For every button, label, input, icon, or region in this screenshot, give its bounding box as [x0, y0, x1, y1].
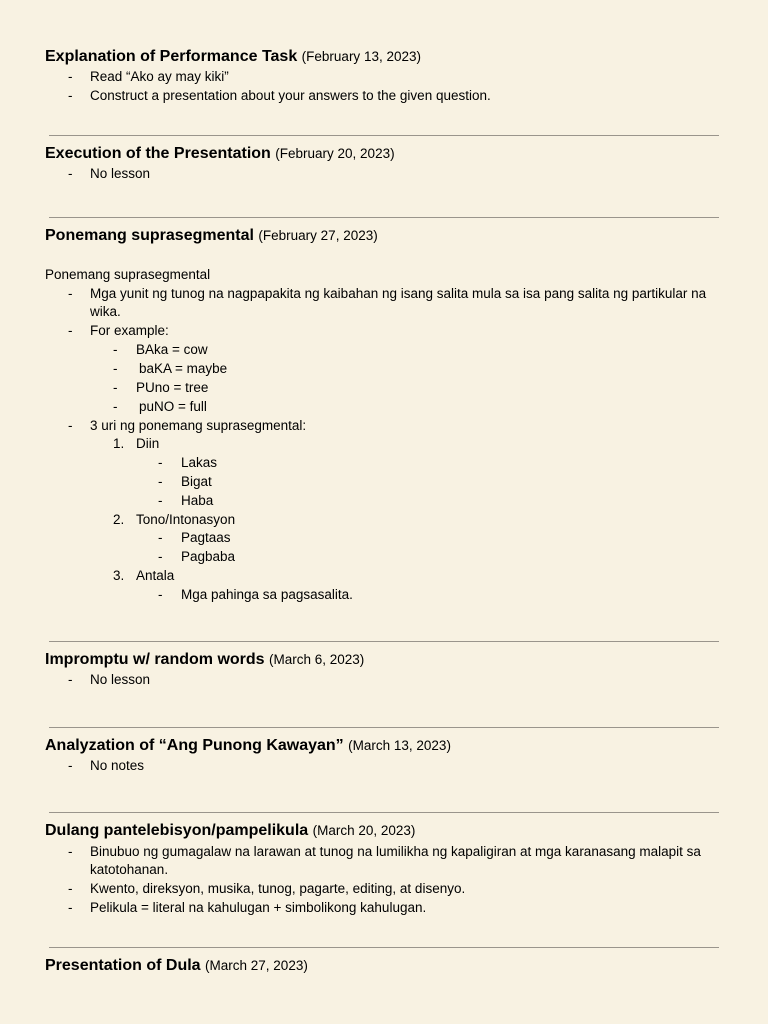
type-number: 1.	[113, 436, 125, 451]
sub-item: Haba	[181, 493, 214, 508]
heading: Dulang pantelebisyon/pampelikula	[45, 822, 309, 839]
section-title	[45, 48, 421, 66]
bullet-dash: -	[68, 166, 73, 181]
list-item: Mga yunit ng tunog na nagpapakita ng kaibahan ng isang salita mula sa isa pang salita ng partikular na	[90, 286, 707, 301]
example-item: PUno = tree	[136, 380, 209, 395]
divider	[49, 641, 719, 642]
example-item: baKA = maybe	[139, 361, 228, 376]
bullet-dash: -	[68, 286, 73, 301]
sub-item: Mga pahinga sa pagsasalita.	[181, 587, 353, 602]
type-name: Tono/Intonasyon	[136, 512, 236, 527]
date: (March 27, 2023)	[205, 958, 308, 973]
date: (March 20, 2023)	[312, 823, 416, 838]
type-number: 2.	[113, 512, 125, 527]
section-title	[45, 227, 378, 245]
bullet-dash: -	[68, 88, 73, 103]
bullet-dash: -	[113, 399, 118, 414]
heading: Impromptu w/ random words	[45, 651, 265, 668]
bullet-dash: -	[113, 380, 118, 395]
date: (February 13, 2023)	[301, 49, 421, 64]
divider	[49, 812, 719, 813]
date: (February 27, 2023)	[258, 228, 378, 243]
list-item: Pelikula = literal na kahulugan + simbolikong kahulugan.	[90, 900, 427, 915]
heading: Execution of the Presentation	[45, 145, 271, 162]
date: (March 6, 2023)	[269, 652, 365, 667]
list-item: No notes	[90, 758, 145, 773]
list-item: Kwento, direksyon, musika, tunog, pagarte, editing, at disenyo.	[90, 881, 466, 896]
type-number: 3.	[113, 568, 125, 583]
sub-item: Lakas	[181, 455, 218, 470]
bullet-dash: -	[68, 844, 73, 859]
bullet-dash: -	[68, 69, 73, 84]
sub-item: Pagbaba	[181, 549, 236, 564]
bullet-dash: -	[158, 587, 163, 602]
section-title	[45, 822, 415, 840]
list-item: 3 uri ng ponemang suprasegmental:	[90, 418, 307, 433]
section-title	[45, 651, 364, 669]
bullet-dash: -	[68, 881, 73, 896]
section-title	[45, 957, 308, 975]
list-item: Binubuo ng gumagalaw na larawan at tunog na lumilikha ng kapaligiran at mga karanasang malapit sa	[90, 844, 701, 859]
heading: Analyzation of “Ang Punong Kawayan”	[45, 737, 344, 754]
date: (March 13, 2023)	[348, 738, 451, 753]
section-title	[45, 145, 395, 163]
divider	[49, 727, 719, 728]
bullet-dash: -	[68, 323, 73, 338]
sub-item: Bigat	[181, 474, 212, 489]
bullet-dash: -	[158, 549, 163, 564]
bullet-dash: -	[158, 493, 163, 508]
list-item-continuation: wika.	[90, 304, 121, 319]
bullet-dash: -	[158, 455, 163, 470]
bullet-dash: -	[113, 342, 118, 357]
divider	[49, 947, 719, 948]
list-item: Construct a presentation about your answers to the given question.	[90, 88, 491, 103]
bullet-dash: -	[68, 758, 73, 773]
divider	[49, 217, 719, 218]
example-item: BAka = cow	[136, 342, 208, 357]
bullet-dash: -	[113, 361, 118, 376]
section-title	[45, 737, 451, 755]
bullet-dash: -	[68, 672, 73, 687]
heading: Presentation of Dula	[45, 957, 201, 974]
list-item: Read “Ako ay may kiki”	[90, 69, 229, 84]
bullet-dash: -	[158, 530, 163, 545]
bullet-dash: -	[158, 474, 163, 489]
list-item: No lesson	[90, 166, 151, 181]
list-item: For example:	[90, 323, 169, 338]
sub-item: Pagtaas	[181, 530, 231, 545]
type-name: Diin	[136, 436, 160, 451]
bullet-dash: -	[68, 900, 73, 915]
heading: Ponemang suprasegmental	[45, 227, 254, 244]
subheading: Ponemang suprasegmental	[45, 267, 211, 282]
example-item: puNO = full	[139, 399, 207, 414]
bullet-dash: -	[68, 418, 73, 433]
type-name: Antala	[136, 568, 175, 583]
heading: Explanation of Performance Task	[45, 48, 298, 65]
list-item: No lesson	[90, 672, 151, 687]
divider	[49, 135, 719, 136]
date: (February 20, 2023)	[275, 146, 395, 161]
list-item-continuation: katotohanan.	[90, 862, 169, 877]
